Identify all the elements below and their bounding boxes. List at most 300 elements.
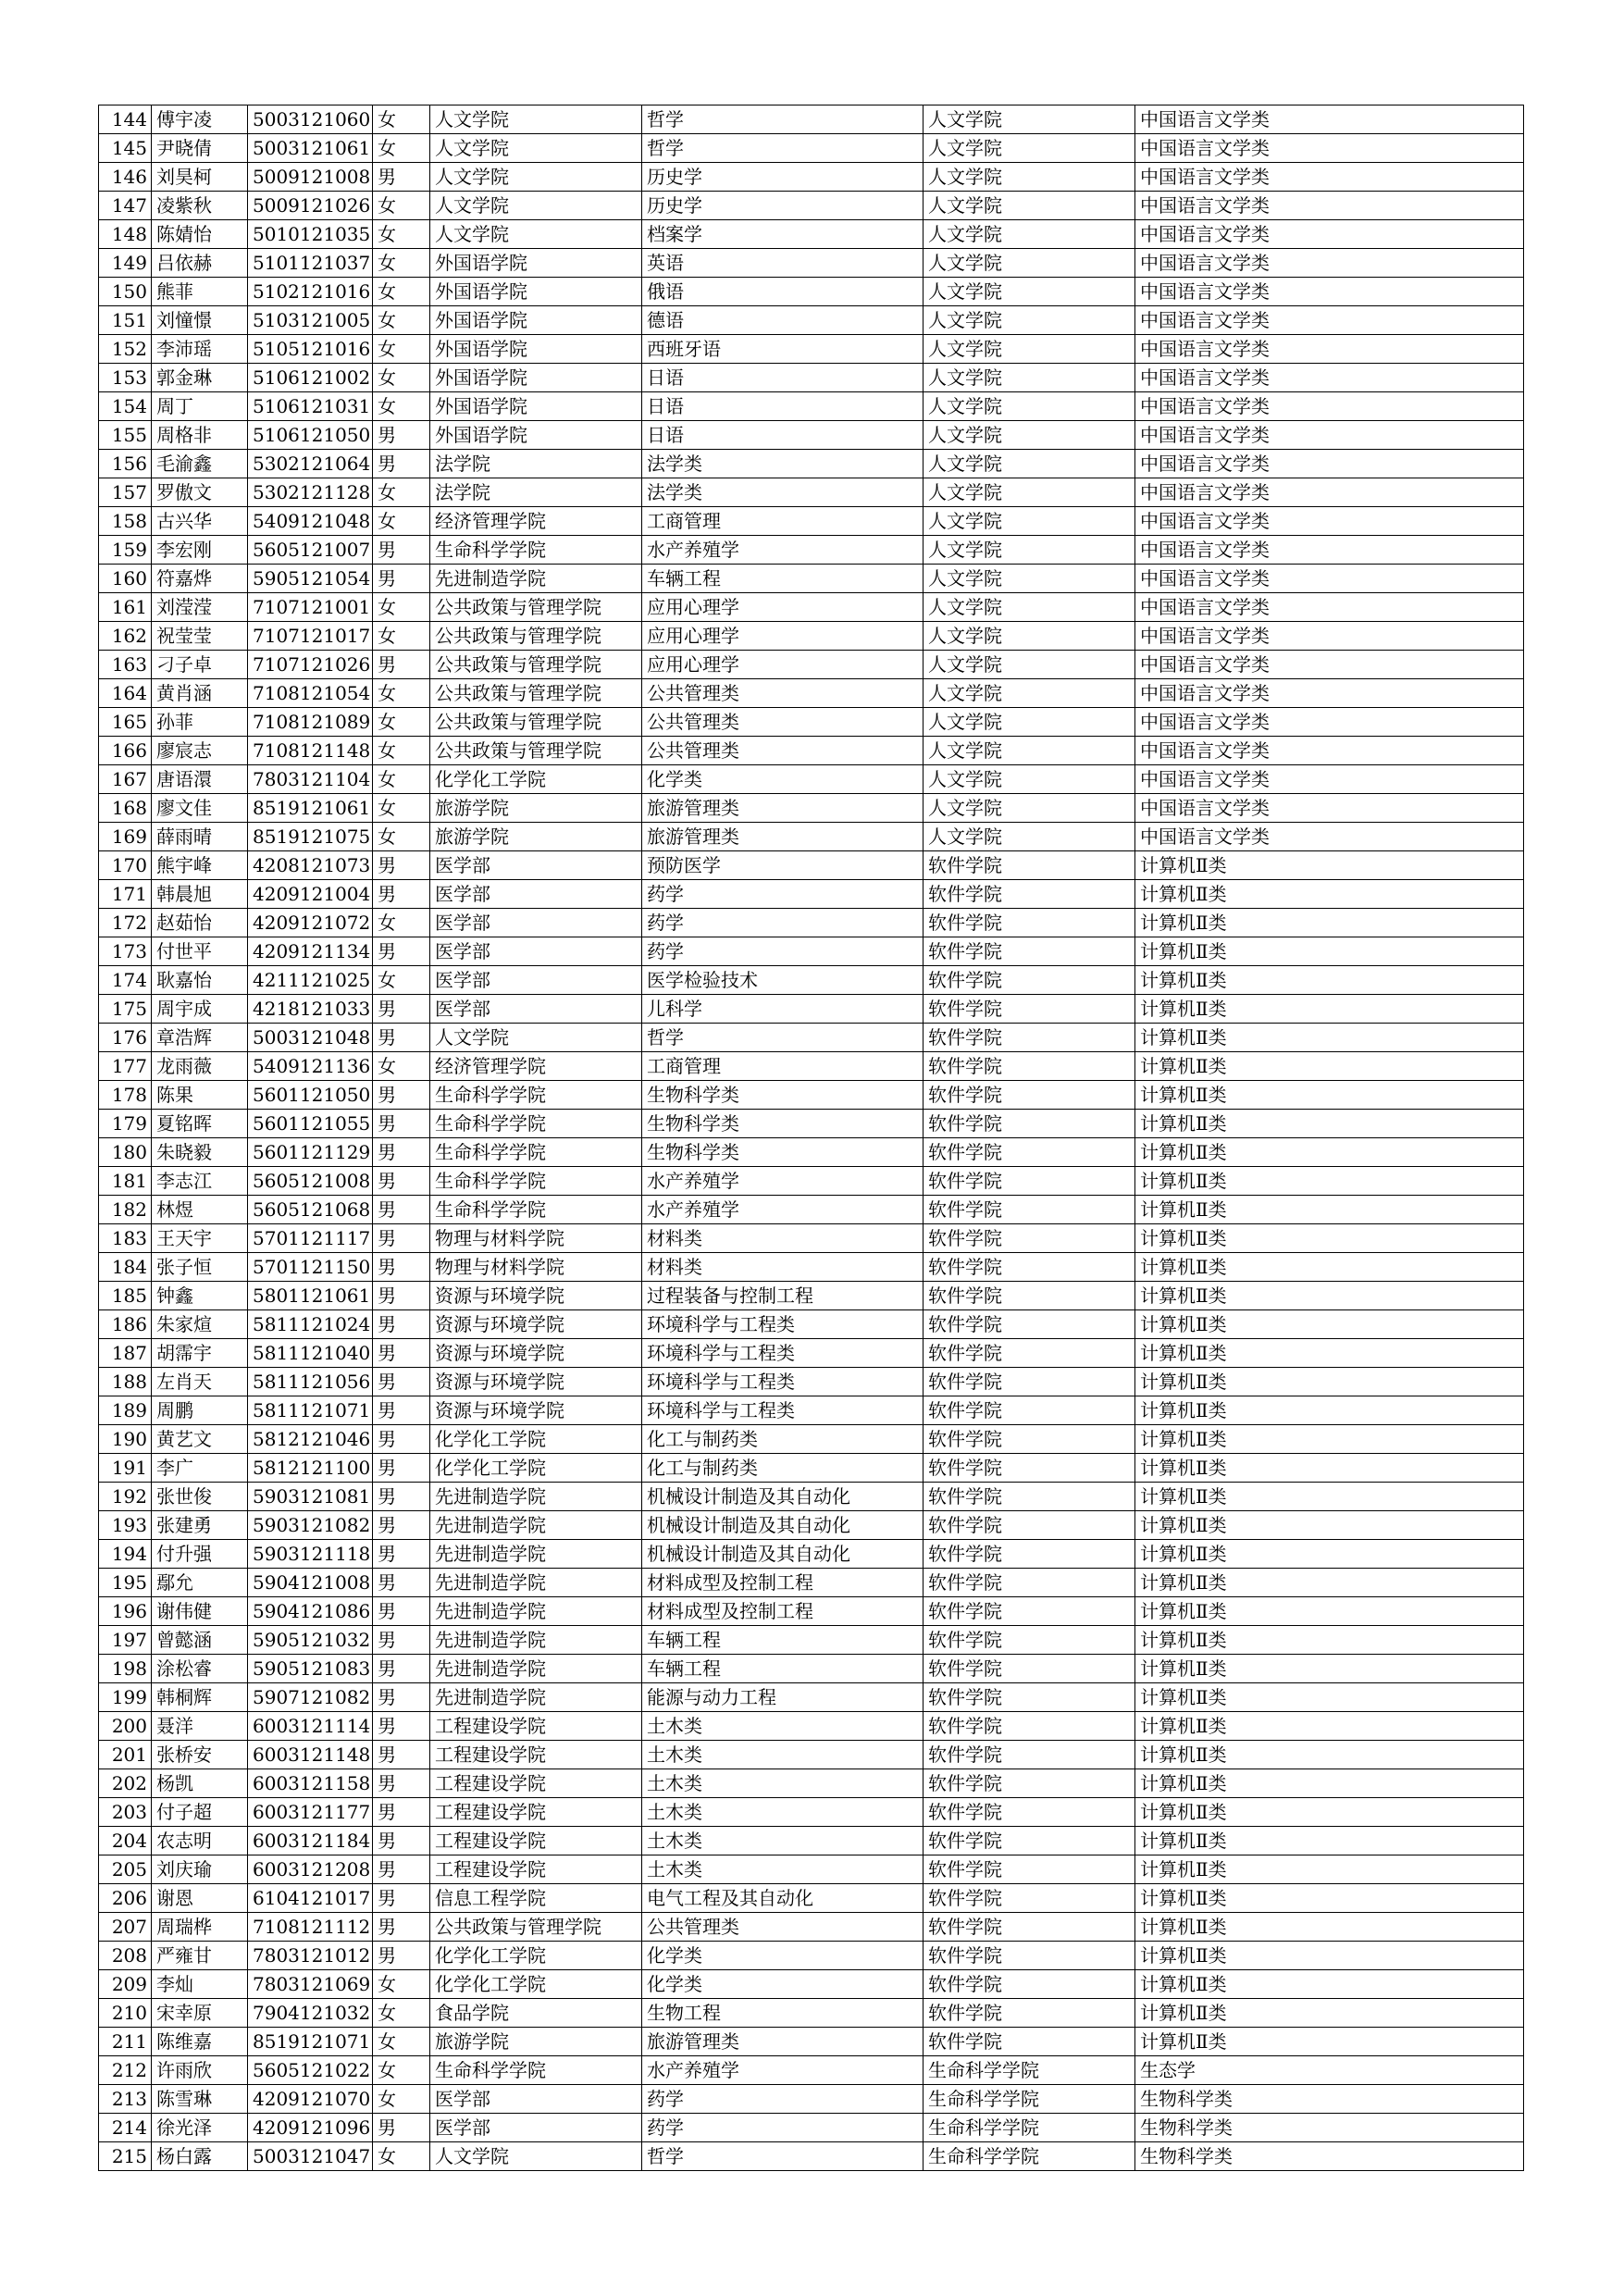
target-major-cell: 中国语言文学类 [1135,364,1524,392]
table-row [99,1540,1524,1569]
row-number-cell: 213 [99,2085,152,2114]
table-row [99,1569,1524,1597]
original-major-cell: 法学类 [642,478,924,507]
name-cell: 廖宸志 [152,737,248,765]
target-college-cell: 软件学院 [924,1368,1135,1396]
row-number-cell: 154 [99,392,152,421]
target-major-cell: 计算机Ⅱ类 [1135,1224,1524,1253]
original-major-cell: 材料类 [642,1253,924,1282]
original-college-cell: 公共政策与管理学院 [430,593,642,622]
target-major-cell: 中国语言文学类 [1135,421,1524,450]
target-college-cell: 人文学院 [924,364,1135,392]
name-cell: 曾懿涵 [152,1626,248,1655]
gender-cell: 女 [373,622,430,651]
name-cell: 胡霈宇 [152,1339,248,1368]
original-college-cell: 旅游学院 [430,823,642,851]
row-number-cell: 168 [99,794,152,823]
student-id-cell: 7108121148 [248,737,373,765]
target-major-cell: 中国语言文学类 [1135,765,1524,794]
original-college-cell: 人文学院 [430,163,642,192]
target-college-cell: 软件学院 [924,1339,1135,1368]
row-number-cell: 178 [99,1081,152,1110]
target-major-cell: 中国语言文学类 [1135,507,1524,536]
original-major-cell: 历史学 [642,163,924,192]
student-id-cell: 7904121032 [248,1999,373,2028]
name-cell: 张建勇 [152,1511,248,1540]
original-college-cell: 法学院 [430,450,642,478]
student-id-cell: 5812121100 [248,1454,373,1483]
original-major-cell: 水产养殖学 [642,1167,924,1196]
original-college-cell: 生命科学学院 [430,2056,642,2085]
gender-cell: 女 [373,1970,430,1999]
original-college-cell: 工程建设学院 [430,1798,642,1827]
original-major-cell: 应用心理学 [642,593,924,622]
target-major-cell: 计算机Ⅱ类 [1135,1368,1524,1396]
original-major-cell: 车辆工程 [642,1655,924,1683]
target-major-cell: 计算机Ⅱ类 [1135,1196,1524,1224]
original-major-cell: 化学类 [642,1970,924,1999]
original-major-cell: 旅游管理类 [642,823,924,851]
row-number-cell: 200 [99,1712,152,1741]
gender-cell: 男 [373,421,430,450]
student-id-cell: 5811121040 [248,1339,373,1368]
target-college-cell: 人文学院 [924,622,1135,651]
target-major-cell: 中国语言文学类 [1135,737,1524,765]
original-major-cell: 电气工程及其自动化 [642,1884,924,1913]
original-college-cell: 人文学院 [430,105,642,134]
name-cell: 李志江 [152,1167,248,1196]
row-number-cell: 192 [99,1483,152,1511]
name-cell: 廖文佳 [152,794,248,823]
row-number-cell: 150 [99,278,152,306]
target-major-cell: 中国语言文学类 [1135,679,1524,708]
original-major-cell: 药学 [642,2114,924,2142]
original-college-cell: 工程建设学院 [430,1712,642,1741]
row-number-cell: 194 [99,1540,152,1569]
student-id-cell: 5904121008 [248,1569,373,1597]
original-college-cell: 先进制造学院 [430,1511,642,1540]
row-number-cell: 179 [99,1110,152,1138]
original-major-cell: 材料成型及控制工程 [642,1597,924,1626]
name-cell: 左肖天 [152,1368,248,1396]
name-cell: 张世俊 [152,1483,248,1511]
gender-cell: 男 [373,450,430,478]
student-id-cell: 5605121068 [248,1196,373,1224]
original-college-cell: 外国语学院 [430,249,642,278]
name-cell: 鄢允 [152,1569,248,1597]
gender-cell: 女 [373,507,430,536]
target-college-cell: 人文学院 [924,565,1135,593]
original-college-cell: 公共政策与管理学院 [430,651,642,679]
target-major-cell: 中国语言文学类 [1135,651,1524,679]
gender-cell: 男 [373,1798,430,1827]
name-cell: 张子恒 [152,1253,248,1282]
original-major-cell: 土木类 [642,1712,924,1741]
student-id-cell: 7107121026 [248,651,373,679]
gender-cell: 女 [373,909,430,937]
row-number-cell: 214 [99,2114,152,2142]
student-id-cell: 5605121022 [248,2056,373,2085]
student-id-cell: 5601121055 [248,1110,373,1138]
student-id-cell: 5811121024 [248,1310,373,1339]
gender-cell: 男 [373,1396,430,1425]
original-college-cell: 医学部 [430,909,642,937]
student-id-cell: 5106121002 [248,364,373,392]
target-college-cell: 生命科学学院 [924,2085,1135,2114]
target-college-cell: 软件学院 [924,1310,1135,1339]
original-major-cell: 药学 [642,909,924,937]
student-id-cell: 5105121016 [248,335,373,364]
gender-cell: 女 [373,134,430,163]
student-id-cell: 4209121070 [248,2085,373,2114]
table-row [99,1741,1524,1769]
target-major-cell: 计算机Ⅱ类 [1135,995,1524,1024]
target-college-cell: 软件学院 [924,1855,1135,1884]
row-number-cell: 172 [99,909,152,937]
student-id-cell: 6104121017 [248,1884,373,1913]
original-major-cell: 生物科学类 [642,1138,924,1167]
target-college-cell: 软件学院 [924,1454,1135,1483]
gender-cell: 男 [373,1913,430,1942]
target-college-cell: 生命科学学院 [924,2114,1135,2142]
name-cell: 黄艺文 [152,1425,248,1454]
row-number-cell: 197 [99,1626,152,1655]
gender-cell: 男 [373,1683,430,1712]
student-id-cell: 5811121056 [248,1368,373,1396]
original-major-cell: 车辆工程 [642,1626,924,1655]
original-major-cell: 机械设计制造及其自动化 [642,1511,924,1540]
gender-cell: 男 [373,1769,430,1798]
student-id-cell: 4209121096 [248,2114,373,2142]
target-major-cell: 计算机Ⅱ类 [1135,1454,1524,1483]
target-major-cell: 计算机Ⅱ类 [1135,1081,1524,1110]
original-college-cell: 医学部 [430,937,642,966]
original-college-cell: 先进制造学院 [430,1683,642,1712]
target-major-cell: 生态学 [1135,2056,1524,2085]
student-id-cell: 5302121128 [248,478,373,507]
target-major-cell: 中国语言文学类 [1135,536,1524,565]
table-row [99,1798,1524,1827]
target-major-cell: 计算机Ⅱ类 [1135,1942,1524,1970]
original-major-cell: 哲学 [642,2142,924,2171]
target-college-cell: 生命科学学院 [924,2056,1135,2085]
gender-cell: 男 [373,1454,430,1483]
original-college-cell: 医学部 [430,880,642,909]
target-college-cell: 人文学院 [924,220,1135,249]
original-major-cell: 应用心理学 [642,622,924,651]
target-major-cell: 中国语言文学类 [1135,622,1524,651]
table-row [99,1253,1524,1282]
target-college-cell: 软件学院 [924,1511,1135,1540]
target-major-cell: 中国语言文学类 [1135,163,1524,192]
gender-cell: 女 [373,478,430,507]
row-number-cell: 186 [99,1310,152,1339]
target-college-cell: 软件学院 [924,1483,1135,1511]
target-college-cell: 软件学院 [924,909,1135,937]
student-id-cell: 6003121114 [248,1712,373,1741]
table-row [99,2114,1524,2142]
gender-cell: 男 [373,1224,430,1253]
name-cell: 薛雨晴 [152,823,248,851]
student-id-cell: 5605121008 [248,1167,373,1196]
table-row [99,1138,1524,1167]
row-number-cell: 171 [99,880,152,909]
student-id-cell: 5106121050 [248,421,373,450]
table-row [99,306,1524,335]
table-row [99,335,1524,364]
gender-cell: 女 [373,823,430,851]
original-college-cell: 资源与环境学院 [430,1368,642,1396]
target-college-cell: 软件学院 [924,1224,1135,1253]
gender-cell: 女 [373,2028,430,2056]
student-id-cell: 6003121208 [248,1855,373,1884]
original-major-cell: 环境科学与工程类 [642,1368,924,1396]
original-major-cell: 日语 [642,392,924,421]
table-row [99,1942,1524,1970]
row-number-cell: 175 [99,995,152,1024]
original-major-cell: 机械设计制造及其自动化 [642,1540,924,1569]
original-college-cell: 旅游学院 [430,794,642,823]
table-row [99,1110,1524,1138]
original-major-cell: 公共管理类 [642,1913,924,1942]
table-body [99,105,1524,2171]
original-college-cell: 经济管理学院 [430,507,642,536]
target-college-cell: 软件学院 [924,1769,1135,1798]
original-major-cell: 医学检验技术 [642,966,924,995]
gender-cell: 男 [373,536,430,565]
original-college-cell: 化学化工学院 [430,1970,642,1999]
target-college-cell: 人文学院 [924,765,1135,794]
original-college-cell: 旅游学院 [430,2028,642,2056]
gender-cell: 男 [373,1741,430,1769]
student-id-cell: 5409121136 [248,1052,373,1081]
name-cell: 付升强 [152,1540,248,1569]
gender-cell: 男 [373,1597,430,1626]
student-id-cell: 7803121012 [248,1942,373,1970]
target-major-cell: 计算机Ⅱ类 [1135,851,1524,880]
name-cell: 傅宇凌 [152,105,248,134]
row-number-cell: 166 [99,737,152,765]
target-college-cell: 人文学院 [924,105,1135,134]
student-id-cell: 5701121117 [248,1224,373,1253]
target-major-cell: 计算机Ⅱ类 [1135,1167,1524,1196]
row-number-cell: 188 [99,1368,152,1396]
target-major-cell: 计算机Ⅱ类 [1135,1425,1524,1454]
original-major-cell: 环境科学与工程类 [642,1310,924,1339]
table-row [99,679,1524,708]
original-college-cell: 法学院 [430,478,642,507]
name-cell: 刘滢滢 [152,593,248,622]
row-number-cell: 183 [99,1224,152,1253]
table-row [99,1970,1524,1999]
student-id-cell: 6003121158 [248,1769,373,1798]
gender-cell: 女 [373,2142,430,2171]
student-id-cell: 4208121073 [248,851,373,880]
original-major-cell: 预防医学 [642,851,924,880]
student-id-cell: 5601121050 [248,1081,373,1110]
table-row [99,1483,1524,1511]
original-college-cell: 生命科学学院 [430,1167,642,1196]
original-college-cell: 化学化工学院 [430,1425,642,1454]
target-major-cell: 中国语言文学类 [1135,794,1524,823]
student-id-cell: 7107121017 [248,622,373,651]
target-major-cell: 计算机Ⅱ类 [1135,1970,1524,1999]
gender-cell: 男 [373,1855,430,1884]
target-major-cell: 中国语言文学类 [1135,335,1524,364]
gender-cell: 女 [373,364,430,392]
row-number-cell: 209 [99,1970,152,1999]
target-college-cell: 软件学院 [924,1655,1135,1683]
target-major-cell: 计算机Ⅱ类 [1135,1855,1524,1884]
row-number-cell: 177 [99,1052,152,1081]
gender-cell: 男 [373,651,430,679]
original-major-cell: 历史学 [642,192,924,220]
row-number-cell: 180 [99,1138,152,1167]
target-college-cell: 软件学院 [924,1597,1135,1626]
name-cell: 涂松睿 [152,1655,248,1683]
target-major-cell: 中国语言文学类 [1135,220,1524,249]
name-cell: 宋幸原 [152,1999,248,2028]
student-id-cell: 5003121047 [248,2142,373,2171]
name-cell: 郭金琳 [152,364,248,392]
original-college-cell: 化学化工学院 [430,1942,642,1970]
row-number-cell: 196 [99,1597,152,1626]
original-major-cell: 能源与动力工程 [642,1683,924,1712]
gender-cell: 男 [373,880,430,909]
name-cell: 朱家煊 [152,1310,248,1339]
original-major-cell: 环境科学与工程类 [642,1396,924,1425]
gender-cell: 男 [373,1511,430,1540]
original-college-cell: 先进制造学院 [430,1597,642,1626]
name-cell: 黄肖涵 [152,679,248,708]
student-id-cell: 5903121082 [248,1511,373,1540]
name-cell: 陈婧怡 [152,220,248,249]
student-id-cell: 5102121016 [248,278,373,306]
original-major-cell: 工商管理 [642,1052,924,1081]
original-major-cell: 公共管理类 [642,708,924,737]
student-id-cell: 7108121089 [248,708,373,737]
row-number-cell: 161 [99,593,152,622]
original-major-cell: 机械设计制造及其自动化 [642,1483,924,1511]
table-row [99,1597,1524,1626]
row-number-cell: 195 [99,1569,152,1597]
target-college-cell: 人文学院 [924,192,1135,220]
table-row [99,737,1524,765]
row-number-cell: 199 [99,1683,152,1712]
original-college-cell: 外国语学院 [430,364,642,392]
original-major-cell: 土木类 [642,1827,924,1855]
gender-cell: 女 [373,966,430,995]
row-number-cell: 189 [99,1396,152,1425]
student-id-cell: 4211121025 [248,966,373,995]
gender-cell: 女 [373,220,430,249]
gender-cell: 女 [373,335,430,364]
name-cell: 韩晨旭 [152,880,248,909]
row-number-cell: 210 [99,1999,152,2028]
target-major-cell: 计算机Ⅱ类 [1135,1712,1524,1741]
original-major-cell: 英语 [642,249,924,278]
name-cell: 付子超 [152,1798,248,1827]
target-major-cell: 中国语言文学类 [1135,450,1524,478]
name-cell: 周格非 [152,421,248,450]
row-number-cell: 145 [99,134,152,163]
row-number-cell: 204 [99,1827,152,1855]
row-number-cell: 187 [99,1339,152,1368]
gender-cell: 男 [373,1167,430,1196]
name-cell: 李广 [152,1454,248,1483]
table-row [99,1339,1524,1368]
row-number-cell: 207 [99,1913,152,1942]
original-major-cell: 药学 [642,937,924,966]
table-row [99,1167,1524,1196]
target-college-cell: 人文学院 [924,507,1135,536]
student-id-cell: 4209121134 [248,937,373,966]
original-major-cell: 土木类 [642,1855,924,1884]
target-major-cell: 计算机Ⅱ类 [1135,1626,1524,1655]
original-major-cell: 档案学 [642,220,924,249]
target-major-cell: 计算机Ⅱ类 [1135,1798,1524,1827]
student-id-cell: 8519121061 [248,794,373,823]
row-number-cell: 153 [99,364,152,392]
target-major-cell: 计算机Ⅱ类 [1135,1913,1524,1942]
target-college-cell: 人文学院 [924,708,1135,737]
gender-cell: 男 [373,1425,430,1454]
target-major-cell: 生物科学类 [1135,2114,1524,2142]
target-major-cell: 计算机Ⅱ类 [1135,966,1524,995]
target-college-cell: 软件学院 [924,880,1135,909]
gender-cell: 男 [373,937,430,966]
target-college-cell: 软件学院 [924,1942,1135,1970]
name-cell: 陈雪琳 [152,2085,248,2114]
original-major-cell: 生物科学类 [642,1110,924,1138]
gender-cell: 男 [373,995,430,1024]
name-cell: 周瑞桦 [152,1913,248,1942]
student-id-cell: 5905121054 [248,565,373,593]
target-college-cell: 软件学院 [924,1024,1135,1052]
target-major-cell: 计算机Ⅱ类 [1135,1310,1524,1339]
row-number-cell: 215 [99,2142,152,2171]
name-cell: 许雨欣 [152,2056,248,2085]
gender-cell: 男 [373,1253,430,1282]
target-major-cell: 生物科学类 [1135,2085,1524,2114]
name-cell: 谢恩 [152,1884,248,1913]
original-major-cell: 化工与制药类 [642,1454,924,1483]
table-row [99,163,1524,192]
target-college-cell: 软件学院 [924,1913,1135,1942]
original-college-cell: 人文学院 [430,192,642,220]
row-number-cell: 151 [99,306,152,335]
name-cell: 熊宇峰 [152,851,248,880]
target-college-cell: 生命科学学院 [924,2142,1135,2171]
table-row [99,1511,1524,1540]
table-row [99,2028,1524,2056]
student-id-cell: 5904121086 [248,1597,373,1626]
gender-cell: 女 [373,392,430,421]
gender-cell: 男 [373,1368,430,1396]
original-major-cell: 水产养殖学 [642,1196,924,1224]
table-row [99,1425,1524,1454]
target-college-cell: 人文学院 [924,249,1135,278]
student-id-cell: 5801121061 [248,1282,373,1310]
original-major-cell: 土木类 [642,1798,924,1827]
name-cell: 韩桐辉 [152,1683,248,1712]
original-college-cell: 先进制造学院 [430,1569,642,1597]
row-number-cell: 155 [99,421,152,450]
student-id-cell: 5812121046 [248,1425,373,1454]
target-college-cell: 软件学院 [924,1569,1135,1597]
row-number-cell: 174 [99,966,152,995]
original-college-cell: 经济管理学院 [430,1052,642,1081]
